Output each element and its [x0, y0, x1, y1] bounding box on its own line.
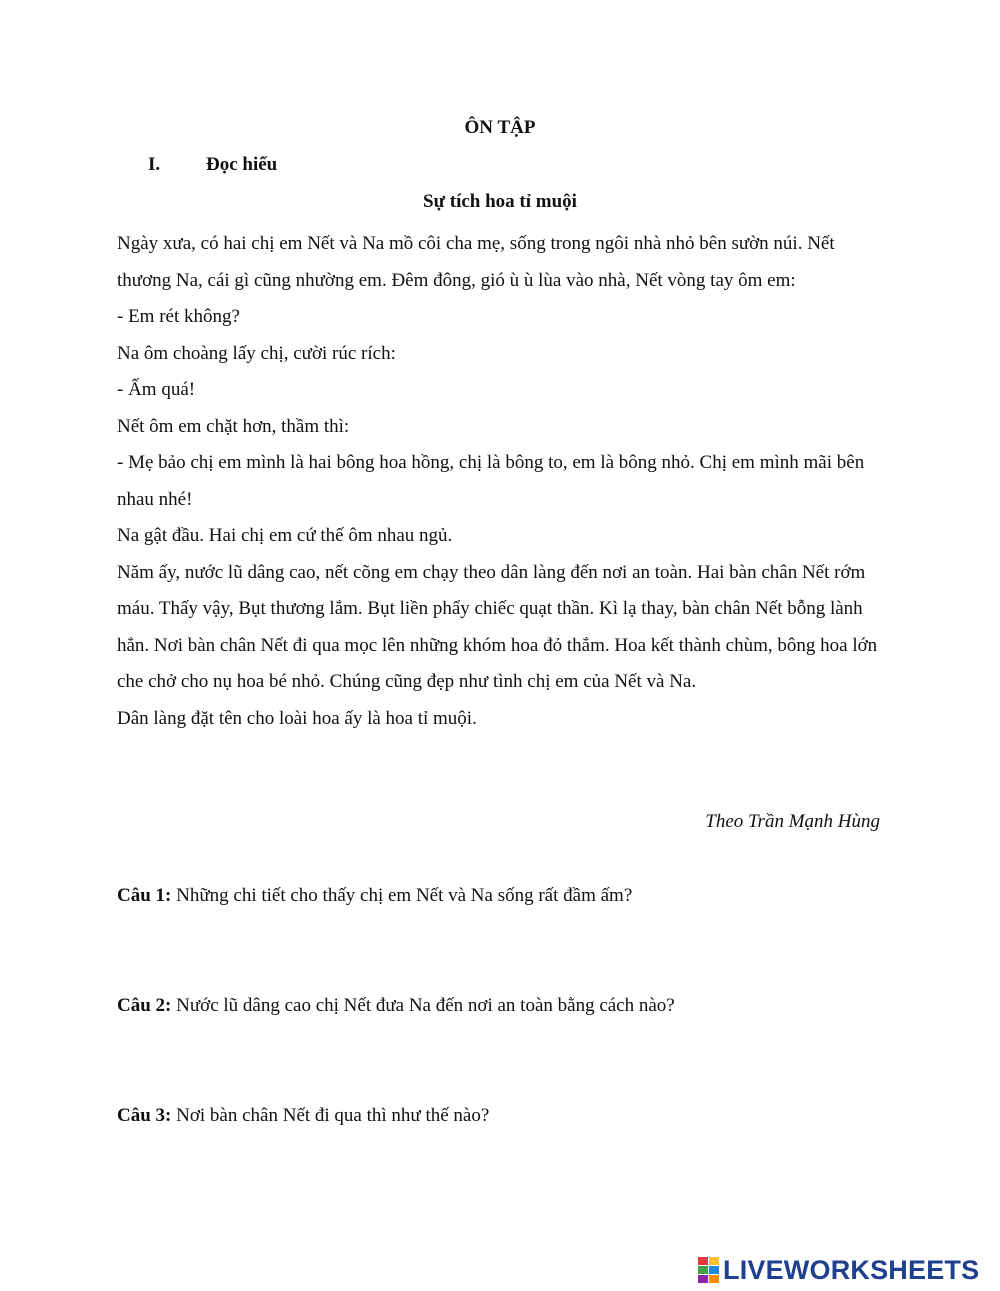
- story-paragraph: - Ấm quá!: [117, 379, 196, 400]
- question-1: [117, 885, 882, 907]
- section-heading: [148, 154, 277, 176]
- story-paragraph: Dân làng đặt tên cho loài hoa ấy là hoa tỉ muội.: [117, 707, 477, 729]
- question-2: [117, 995, 882, 1017]
- story-paragraph: Nết ôm em chặt hơn, thầm thì:: [117, 415, 350, 437]
- story-paragraph: - Mẹ bảo chị em mình là hai bông hoa hồng, chị là bông to, em là bông nhỏ. Chị em mình mãi bên nhau nhé!: [117, 452, 865, 510]
- story-paragraph: Năm ấy, nước lũ dâng cao, nết cõng em chạy theo dân làng đến nơi an toàn. Hai bàn chân Nết rớm máu. Thấy vậy, Bụt thương lắm. Bụt liền phẩy chiếc quạt thần. Kì lạ thay, bàn chân Nết bỗng lành hẳn. Nơi bàn chân Nết đi qua mọc lên những khóm hoa đỏ thắm. Hoa kết thành chùm, bông hoa lớn che chở cho nụ hoa bé nhỏ. Chúng cũng đẹp như tình chị em của Nết và Na.: [117, 561, 878, 692]
- story-paragraph: - Em rét không?: [117, 306, 240, 327]
- question-text: Những chi tiết cho thấy chị em Nết và Na sống rất đầm ấm?: [176, 885, 633, 906]
- question-text: Nước lũ dâng cao chị Nết đưa Na đến nơi an toàn bằng cách nào?: [176, 995, 675, 1016]
- story-paragraph: Na gật đầu. Hai chị em cứ thế ôm nhau ngủ.: [117, 525, 453, 546]
- story-title: Sự tích hoa tỉ muội: [423, 191, 577, 212]
- question-text: Nơi bàn chân Nết đi qua thì như thế nào?: [176, 1105, 490, 1126]
- story-source: Theo Trần Mạnh Hùng: [705, 811, 880, 832]
- liveworksheets-wordmark: LIVEWORKSHEETS: [723, 1254, 980, 1285]
- question-3: [117, 1105, 882, 1127]
- question-label: Câu 3:: [117, 1105, 172, 1126]
- story-text: [117, 226, 882, 737]
- question-label: Câu 1:: [117, 885, 172, 906]
- story-paragraph: Na ôm choàng lấy chị, cười rúc rích:: [117, 342, 396, 364]
- story-paragraph: Ngày xưa, có hai chị em Nết và Na mồ côi cha mẹ, sống trong ngôi nhà nhỏ bên sườn núi. Nết thương Na, cái gì cũng nhường em. Đêm đông, gió ù ù lùa vào nhà, Nết vòng tay ôm em:: [117, 233, 835, 291]
- section-number: I.: [148, 154, 161, 175]
- liveworksheets-logo: [697, 1254, 979, 1286]
- liveworksheets-cubes-icon: [697, 1256, 721, 1284]
- question-label: Câu 2:: [117, 995, 172, 1016]
- page-title: ÔN TẬP: [464, 117, 536, 138]
- section-label: Đọc hiểu: [206, 154, 278, 175]
